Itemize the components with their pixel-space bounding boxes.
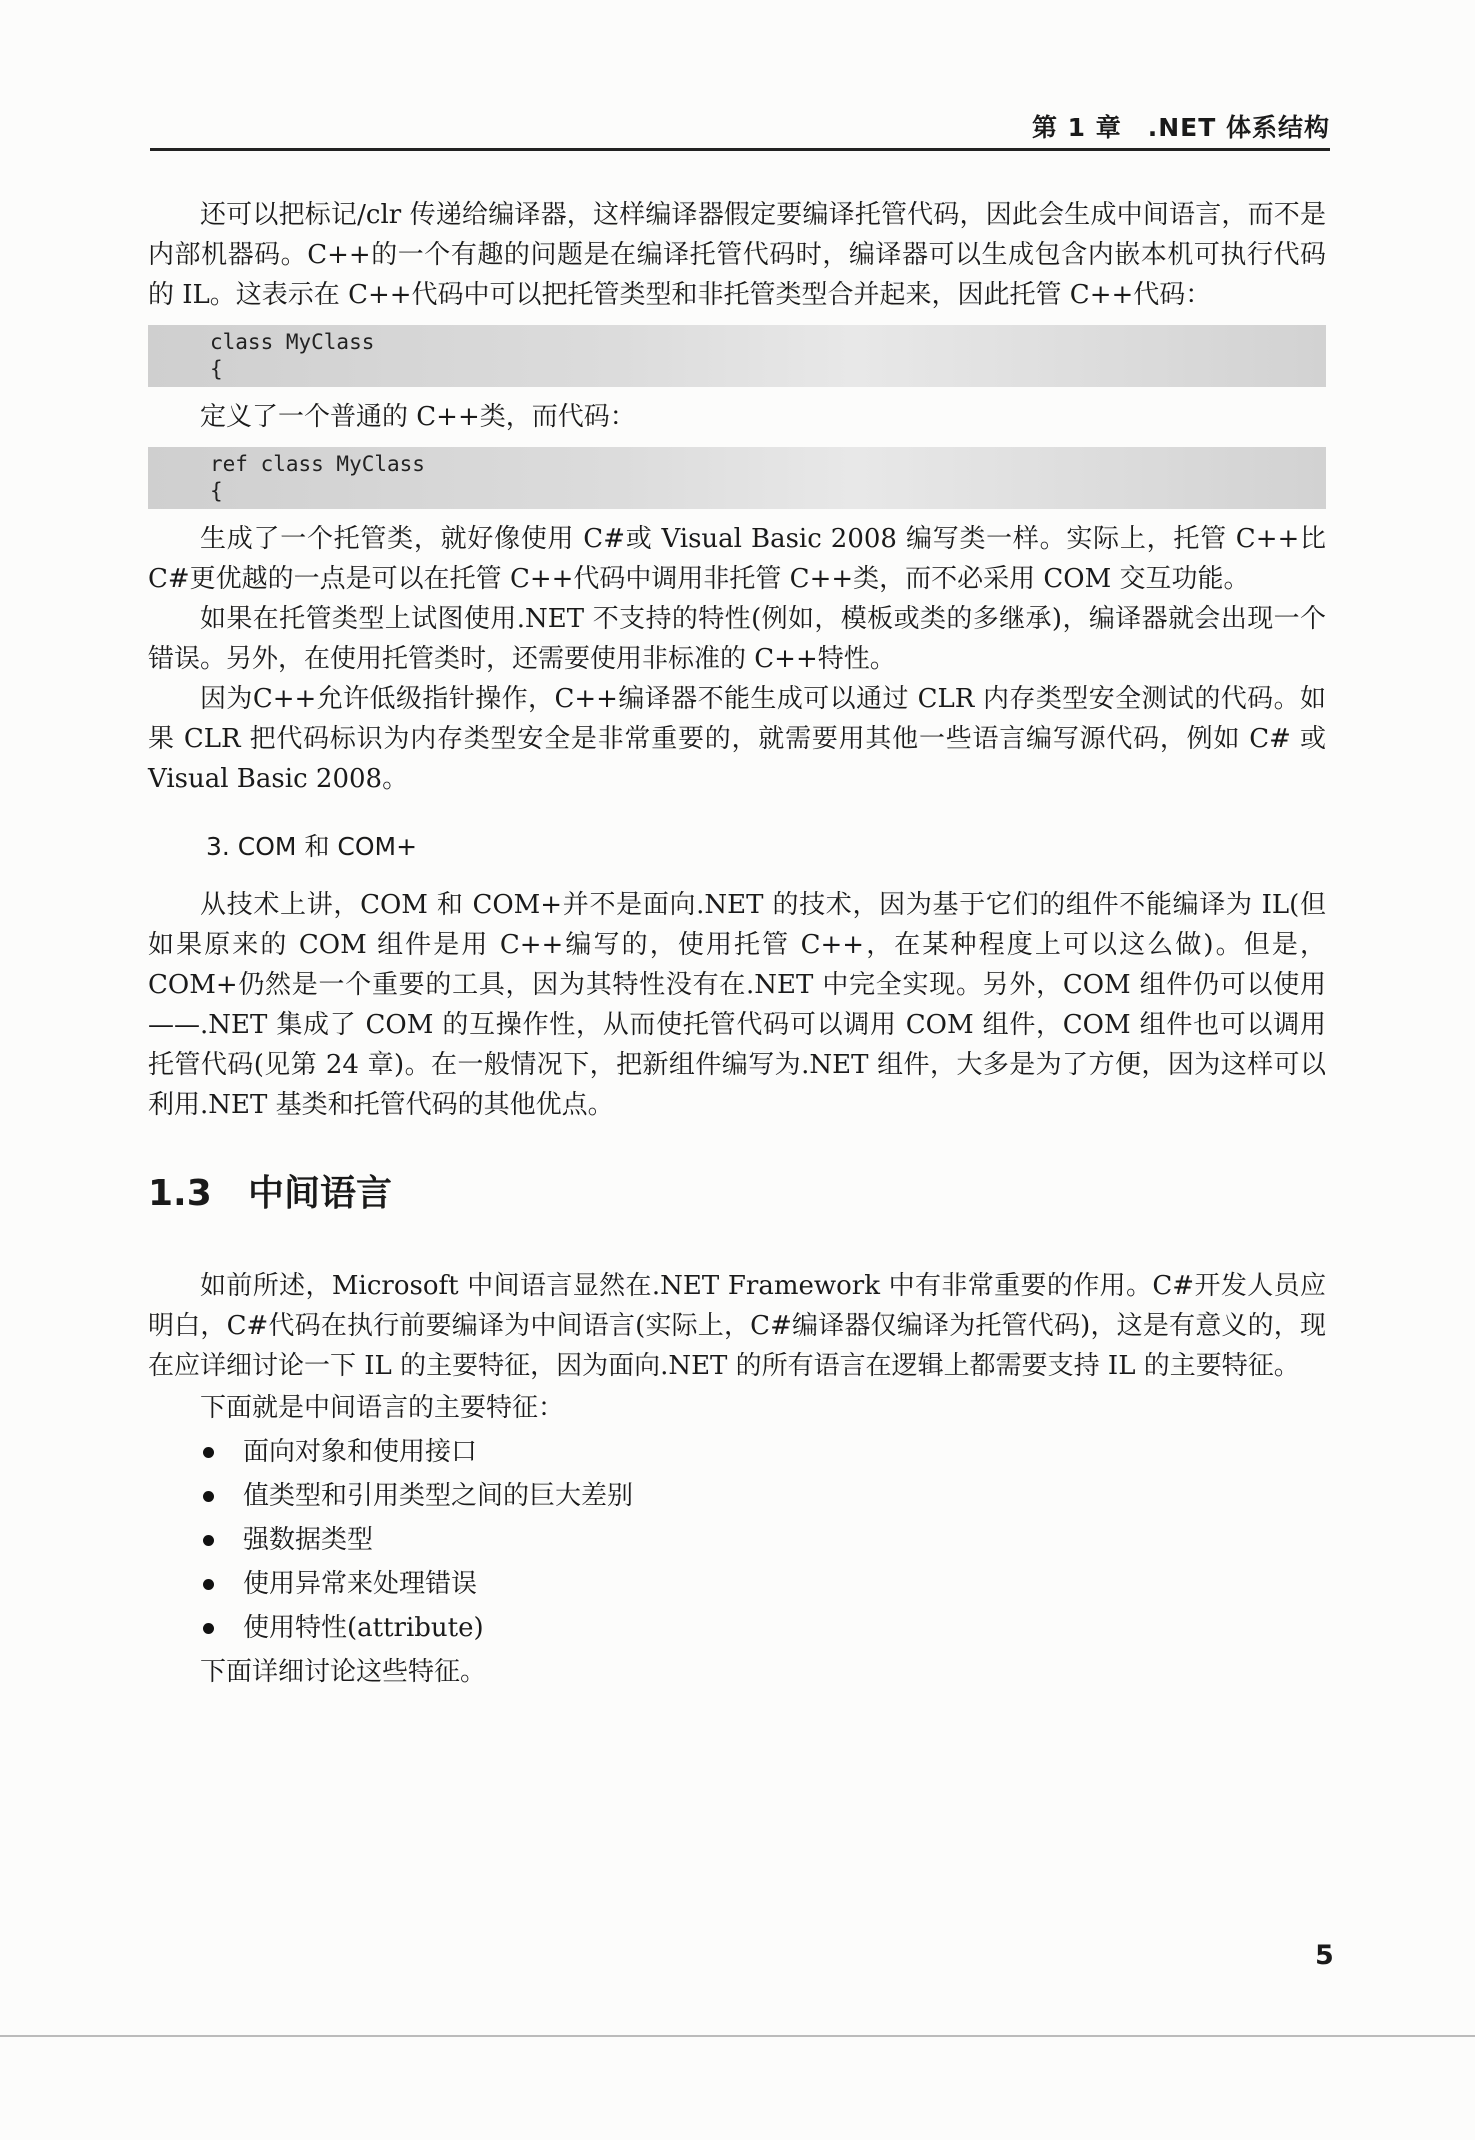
section-heading <box>148 1165 1326 1216</box>
paragraph-pointer-operations: 因为C++允许低级指针操作，C++编译器不能生成可以通过 CLR 内存类型安全测试的代码。如果 CLR 把代码标识为内存类型安全是非常重要的，就需要用其他一些语言编写源代码，例如 C# 或 Visual Basic 2008。 <box>148 684 1326 794</box>
bullet-icon <box>203 1579 214 1590</box>
scan-edge-divider <box>0 2035 1475 2037</box>
closing-sentence: 下面详细讨论这些特征。 <box>200 1657 487 1687</box>
code-line: { <box>210 357 223 381</box>
paragraph-normal-class: 定义了一个普通的 C++类，而代码： <box>200 402 636 432</box>
bullet-icon <box>203 1491 214 1502</box>
list-item <box>203 1474 1326 1518</box>
code-block-ref-class <box>148 447 1326 509</box>
list-item-text: 使用异常来处理错误 <box>243 1569 478 1599</box>
bullet-icon <box>203 1623 214 1634</box>
list-item <box>203 1430 1326 1474</box>
paragraph-unsupported-features: 如果在托管类型上试图使用.NET 不支持的特性(例如，模板或类的多继承)，编译器就会出现一个错误。另外，在使用托管类时，还需要使用非标准的 C++特性。 <box>148 604 1326 674</box>
list-item <box>203 1606 1326 1650</box>
list-item-text: 面向对象和使用接口 <box>243 1437 478 1467</box>
list-item-text: 值类型和引用类型之间的巨大差别 <box>243 1481 634 1511</box>
feature-list <box>148 1430 1326 1650</box>
list-item-text: 使用特性(attribute) <box>243 1613 484 1643</box>
list-item <box>203 1562 1326 1606</box>
code-line: ref class MyClass <box>210 452 425 476</box>
bullet-icon <box>203 1535 214 1546</box>
list-item <box>203 1518 1326 1562</box>
paragraph-managed-class: 生成了一个托管类，就好像使用 C#或 Visual Basic 2008 编写类一样。实际上，托管 C++比 C#更优越的一点是可以在托管 C++代码中调用非托管 C++类，而不必采用 COM 交互功能。 <box>148 524 1326 594</box>
code-line: { <box>210 479 223 503</box>
subheading-com: 3. COM 和 COM+ <box>206 832 418 861</box>
bullet-icon <box>203 1447 214 1458</box>
code-line: class MyClass <box>210 330 375 354</box>
page-number: 5 <box>1315 1940 1334 1971</box>
code-block-class <box>148 325 1326 387</box>
section-title: 中间语言 <box>248 1173 393 1214</box>
list-item-text: 强数据类型 <box>243 1525 374 1555</box>
paragraph-il-intro: 如前所述，Microsoft 中间语言显然在.NET Framework 中有非常重要的作用。C#开发人员应明白，C#代码在执行前要编译为中间语言(实际上，C#编译器仅编译为托管代码)，这是有意义的，现在应详细讨论一下 IL 的主要特征，因为面向.NET 的所有语言在逻辑上都需要支持 IL 的主要特征。 <box>148 1271 1326 1381</box>
paragraph-clr-flag: 还可以把标记/clr 传递给编译器，这样编译器假定要编译托管代码，因此会生成中间语言，而不是内部机器码。C++的一个有趣的问题是在编译托管代码时，编译器可以生成包含内嵌本机可执行代码的 IL。这表示在 C++代码中可以把托管类型和非托管类型合并起来，因此托管 C++代码： <box>148 200 1326 310</box>
section-number: 1.3 <box>148 1173 212 1214</box>
paragraph-com-technology: 从技术上讲，COM 和 COM+并不是面向.NET 的技术，因为基于它们的组件不能编译为 IL(但如果原来的 COM 组件是用 C++编写的，使用托管 C++，在某种程度上可以这么做)。但是，COM+仍然是一个重要的工具，因为其特性没有在.NET 中完全实现。另外，COM 组件仍可以使用——.NET 集成了 COM 的互操作性，从而使托管代码可以调用 COM 组件，COM 组件也可以调用托管代码(见第 24 章)。在一般情况下，把新组件编写为.NET 组件，大多是为了方便，因为这样可以利用.NET 基类和托管代码的其他优点。 <box>148 890 1326 1120</box>
chapter-header-text: 第 1 章 .NET 体系结构 <box>1031 113 1330 142</box>
page-content <box>148 195 1326 1694</box>
paragraph-features-intro: 下面就是中间语言的主要特征： <box>200 1393 565 1423</box>
running-header <box>150 108 1330 151</box>
